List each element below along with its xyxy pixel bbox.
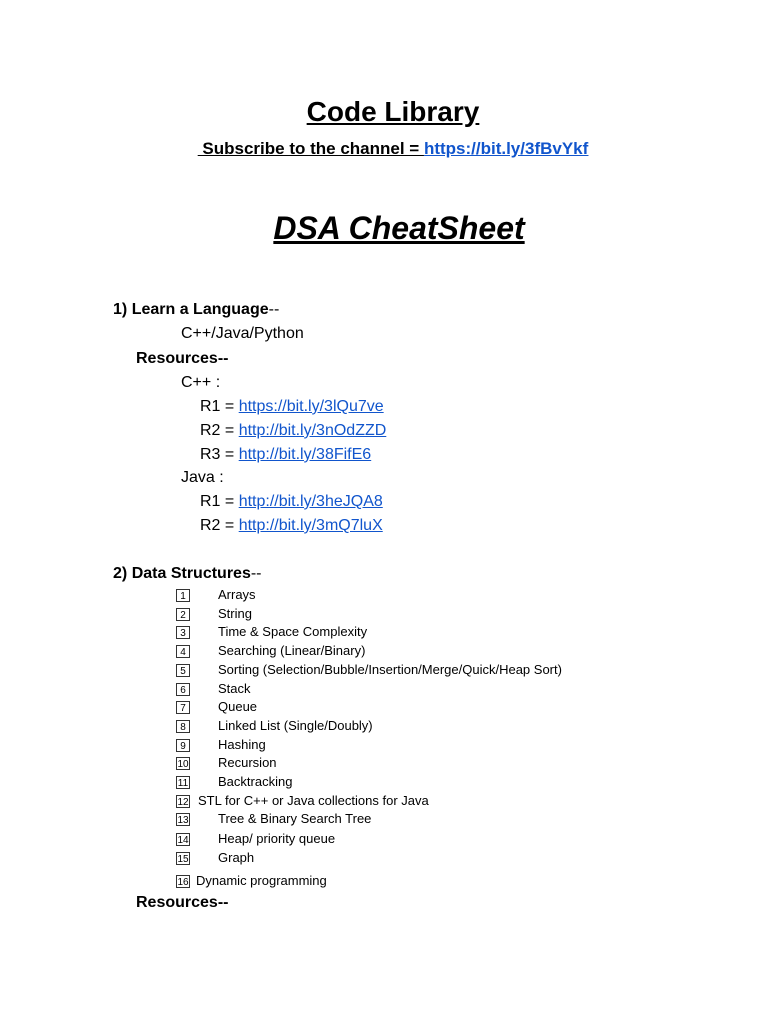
cheatsheet-title: DSA CheatSheet — [273, 210, 525, 246]
page-title: Code Library — [306, 96, 480, 127]
number-box-icon: 13 — [177, 815, 189, 827]
list-item-text: Arrays — [218, 587, 256, 602]
cpp-label: C++ : — [181, 374, 221, 391]
list-item-text: Sorting (Selection/Bubble/Insertion/Merge/Quick/Heap Sort) — [218, 662, 562, 677]
list-item — [176, 661, 562, 679]
cpp-resource-2 — [200, 422, 386, 440]
number-box-icon: 11 — [177, 778, 189, 790]
number-box-icon: 12 — [177, 797, 189, 809]
list-item-text: Heap/ priority queue — [218, 831, 336, 846]
number-box-icon: 16 — [177, 877, 189, 889]
number-box-icon: 7 — [176, 701, 190, 714]
number-box-icon: 3 — [176, 626, 190, 639]
list-item-text: Queue — [218, 699, 258, 714]
list-item — [176, 680, 251, 698]
list-item — [176, 830, 335, 848]
section-2-title: Data Structures — [131, 565, 251, 582]
list-item-text: String — [218, 606, 252, 621]
section-1-number: 1) — [113, 301, 128, 318]
section-1-heading — [113, 301, 279, 319]
cpp-resource-3-label: R3 = — [200, 446, 239, 463]
number-box-icon: 6 — [176, 683, 190, 696]
cpp-resource-1 — [200, 398, 384, 416]
number-box-icon: 5 — [176, 664, 190, 677]
cpp-resource-2-label: R2 = — [200, 422, 239, 439]
list-item — [176, 849, 254, 867]
languages-text: C++/Java/Python — [181, 325, 304, 342]
section-2-number: 2) — [113, 565, 128, 582]
number-box-icon: 10 — [177, 759, 189, 771]
java-resource-1-link[interactable]: http://bit.ly/3heJQA8 — [238, 493, 383, 510]
list-item-text: Backtracking — [218, 774, 293, 789]
list-item-text: Dynamic programming — [196, 873, 327, 888]
subscribe-label: Subscribe to the channel = — [197, 139, 424, 158]
number-box-icon: 1 — [176, 589, 190, 602]
list-item-text: Graph — [218, 850, 255, 865]
list-item-text: STL for C++ or Java collections for Java — [198, 793, 429, 808]
java-resource-2-link[interactable]: http://bit.ly/3mQ7luX — [238, 517, 383, 534]
list-item — [176, 623, 367, 641]
list-item — [176, 698, 257, 716]
list-item — [176, 872, 327, 890]
section-2-dash: -- — [250, 565, 262, 582]
number-box-icon: 14 — [177, 835, 189, 847]
list-item — [176, 736, 266, 754]
list-item — [176, 605, 252, 623]
list-item — [176, 642, 365, 660]
number-box-icon: 9 — [176, 739, 190, 752]
cpp-resource-3 — [200, 446, 371, 464]
list-item — [176, 754, 277, 772]
section-1-dash: -- — [268, 301, 280, 318]
list-item-text: Recursion — [218, 755, 277, 770]
list-item — [176, 717, 373, 735]
list-item — [176, 773, 292, 791]
list-item — [176, 810, 371, 828]
subscribe-line — [0, 139, 768, 159]
list-item-text: Stack — [218, 681, 251, 696]
number-box-icon: 2 — [176, 608, 190, 621]
cpp-resource-1-link[interactable]: https://bit.ly/3lQu7ve — [238, 398, 384, 415]
java-resource-1-label: R1 = — [200, 493, 239, 510]
number-box-icon: 15 — [177, 854, 189, 866]
number-box-icon: 4 — [176, 645, 190, 658]
cpp-resource-1-label: R1 = — [200, 398, 239, 415]
list-item — [176, 586, 256, 604]
section-2-resources-label: Resources-- — [136, 894, 229, 911]
list-item-text: Hashing — [218, 737, 266, 752]
subscribe-link[interactable]: https://bit.ly/3fBvYkf — [423, 139, 589, 158]
cpp-resource-3-link[interactable]: http://bit.ly/38FifE6 — [238, 446, 372, 463]
java-resource-1 — [200, 493, 383, 511]
list-item-text: Tree & Binary Search Tree — [218, 811, 372, 826]
section-1-resources-label: Resources-- — [136, 350, 229, 367]
list-item — [176, 792, 429, 810]
list-item-text: Searching (Linear/Binary) — [218, 643, 366, 658]
java-resource-2-label: R2 = — [200, 517, 239, 534]
java-resource-2 — [200, 517, 383, 535]
cpp-resource-2-link[interactable]: http://bit.ly/3nOdZZD — [238, 422, 387, 439]
list-item-text: Time & Space Complexity — [218, 624, 368, 639]
list-item-text: Linked List (Single/Doubly) — [218, 718, 373, 733]
java-label: Java : — [181, 469, 224, 486]
section-2-heading — [113, 565, 262, 583]
number-box-icon: 8 — [176, 720, 190, 733]
section-1-title: Learn a Language — [131, 301, 269, 318]
